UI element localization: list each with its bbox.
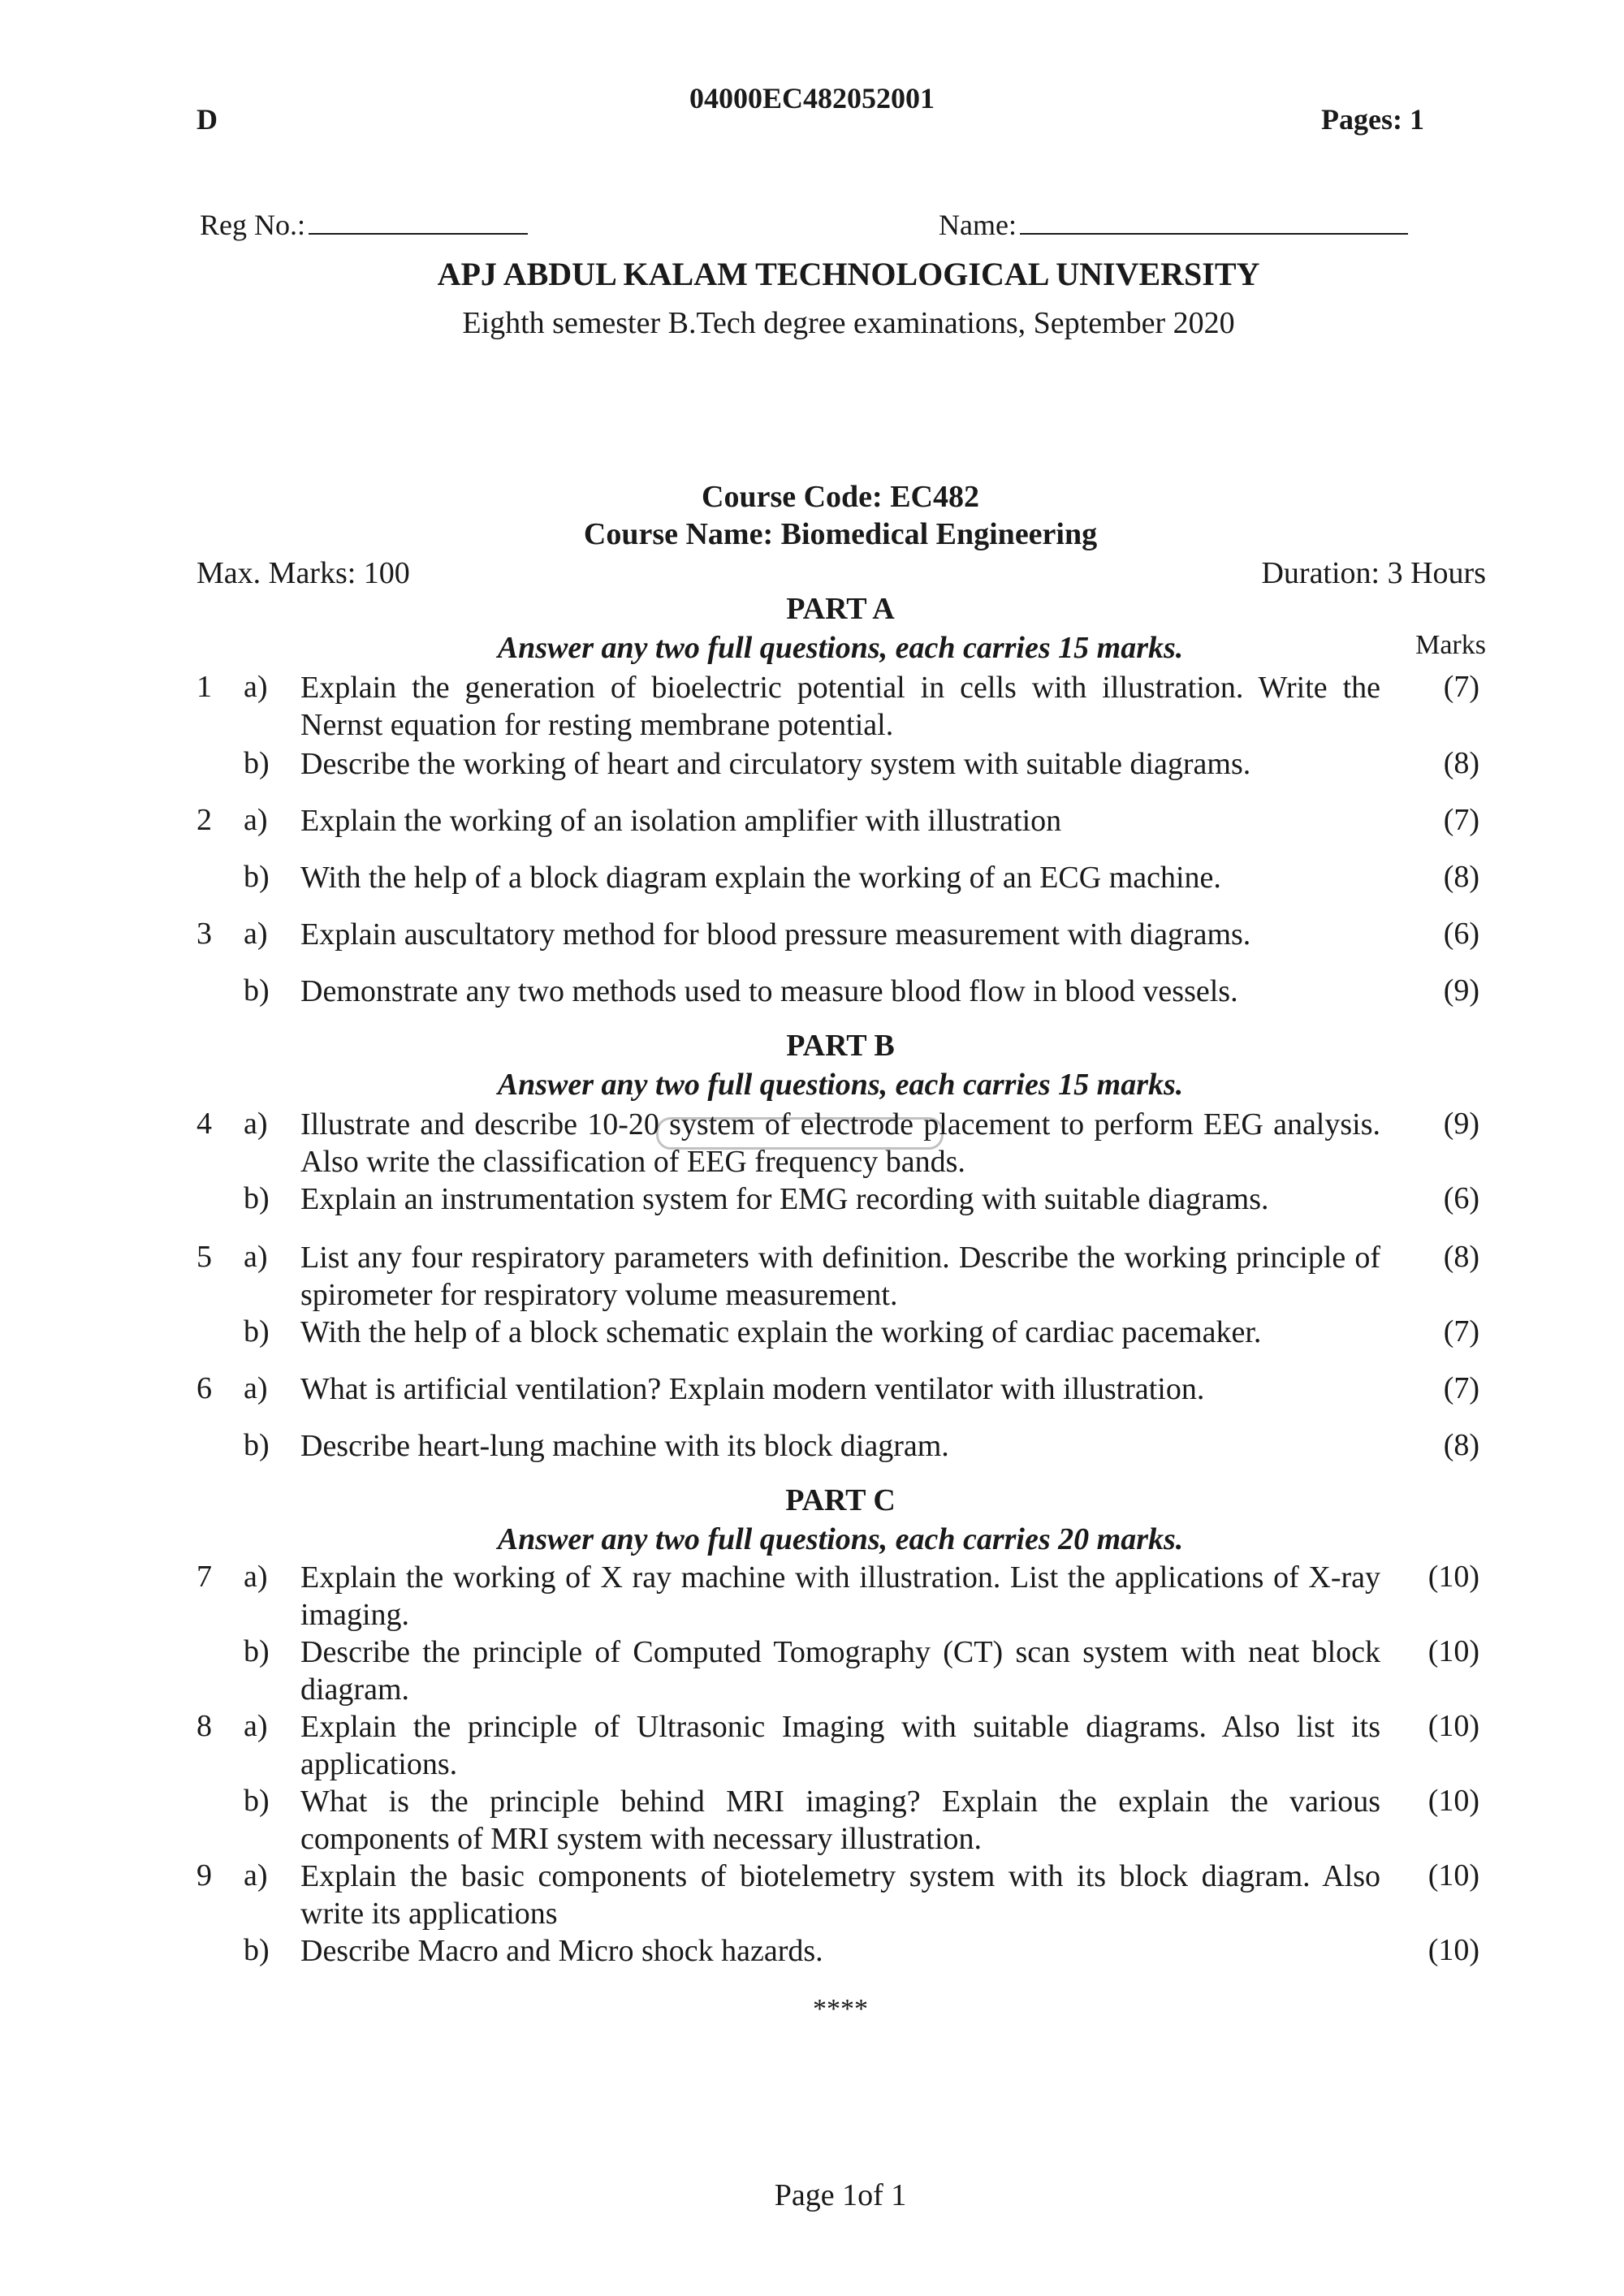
- question-part: b): [244, 1314, 270, 1349]
- question-marks: (10): [1427, 1858, 1479, 1892]
- question-text: Explain an instrumentation system for EMG recording with suitable diagrams.: [300, 1182, 1269, 1216]
- question-text: Explain the principle of Ultrasonic Imaging with suitable diagrams. Also list its applications.: [300, 1710, 1380, 1781]
- question-text: Describe the principle of Computed Tomography (CT) scan system with neat block diagram.: [300, 1635, 1380, 1707]
- duration: Duration: 3 Hours: [1261, 556, 1486, 590]
- question-marks: (6): [1443, 1181, 1479, 1215]
- page-count: Pages: 1: [1321, 103, 1424, 136]
- university-name: APJ ABDUL KALAM TECHNOLOGICAL UNIVERSITY: [437, 256, 1260, 292]
- part-c-title: PART C: [785, 1483, 896, 1517]
- question-number: 6: [197, 1371, 212, 1405]
- question-text: What is the principle behind MRI imaging? Explain the explain the various components of MRI system with necessary illustration.: [300, 1785, 1380, 1856]
- part-b-title: PART B: [786, 1029, 895, 1063]
- reg-no-field: [200, 208, 528, 242]
- question-marks: (8): [1443, 746, 1479, 780]
- question-part: a): [244, 1371, 268, 1405]
- question-text: Explain the working of an isolation amplifier with illustration: [300, 804, 1062, 838]
- question-text: List any four respiratory parameters with definition. Describe the working principle of spirometer for respiratory volume measurement.: [300, 1241, 1380, 1312]
- question-part: a): [244, 1560, 268, 1594]
- question-text: Describe heart-lung machine with its block diagram.: [300, 1429, 949, 1463]
- question-marks: (9): [1443, 1107, 1479, 1141]
- question-text: With the help of a block diagram explain the working of an ECG machine.: [300, 861, 1221, 895]
- question-text: Demonstrate any two methods used to measure blood flow in blood vessels.: [300, 974, 1238, 1008]
- question-marks: (10): [1427, 1560, 1479, 1594]
- question-text: With the help of a block schematic explain the working of cardiac pacemaker.: [300, 1315, 1262, 1349]
- question-text: Explain auscultatory method for blood pressure measurement with diagrams.: [300, 917, 1251, 952]
- question-part: b): [244, 1428, 270, 1462]
- course-code: Course Code: EC482: [702, 480, 979, 514]
- question-part: a): [244, 1107, 268, 1141]
- question-number: 1: [197, 670, 212, 704]
- exam-title: Eighth semester B.Tech degree examinations, September 2020: [462, 306, 1235, 340]
- question-part: a): [244, 803, 268, 837]
- name-label: Name:: [939, 209, 1017, 241]
- question-marks: (9): [1443, 973, 1479, 1008]
- question-part: a): [244, 1240, 268, 1274]
- name-blank: [1020, 233, 1408, 235]
- question-number: 3: [197, 917, 212, 951]
- part-a-instruction: Answer any two full questions, each carries 15 marks.: [497, 631, 1184, 665]
- question-text: Illustrate and describe 10-20 system of electrode placement to perform EEG analysis. Also write the classification of EEG frequency bands.: [300, 1107, 1380, 1179]
- reg-no-label: Reg No.:: [200, 209, 305, 241]
- question-text: Explain the basic components of biotelemetry system with its block diagram. Also write its applications: [300, 1859, 1380, 1931]
- question-part: a): [244, 1709, 268, 1743]
- question-marks: (10): [1427, 1709, 1479, 1743]
- max-marks: Max. Marks: 100: [197, 556, 410, 590]
- name-field: [939, 208, 1408, 242]
- question-part: b): [244, 1181, 270, 1215]
- reg-no-blank: [309, 233, 528, 235]
- question-number: 7: [197, 1560, 212, 1594]
- question-number: 9: [197, 1858, 212, 1892]
- question-part: a): [244, 670, 268, 704]
- question-part: a): [244, 1858, 268, 1892]
- page-footer: Page 1of 1: [774, 2178, 907, 2212]
- question-marks: (7): [1443, 670, 1479, 704]
- series-letter: D: [197, 103, 218, 136]
- paper-code: 04000EC482052001: [689, 82, 935, 114]
- question-marks: (7): [1443, 1371, 1479, 1405]
- question-part: b): [244, 1933, 270, 1967]
- question-number: 2: [197, 803, 212, 837]
- question-text: Explain the working of X ray machine with illustration. List the applications of X-ray imaging.: [300, 1560, 1380, 1632]
- question-marks: (7): [1443, 1314, 1479, 1349]
- question-marks: (8): [1443, 1428, 1479, 1462]
- question-marks: (8): [1443, 860, 1479, 894]
- question-part: b): [244, 1634, 270, 1668]
- question-marks: (10): [1427, 1933, 1479, 1967]
- course-name: Course Name: Biomedical Engineering: [583, 517, 1098, 551]
- part-a-title: PART A: [786, 592, 895, 626]
- question-part: a): [244, 917, 268, 951]
- part-b-instruction: Answer any two full questions, each carries 15 marks.: [497, 1068, 1184, 1102]
- question-text: Explain the generation of bioelectric potential in cells with illustration. Write the Nernst equation for resting membrane potential.: [300, 671, 1380, 742]
- question-part: b): [244, 860, 270, 894]
- question-part: b): [244, 1784, 270, 1818]
- question-part: b): [244, 746, 270, 780]
- question-marks: (8): [1443, 1240, 1479, 1274]
- question-text: What is artificial ventilation? Explain modern ventilator with illustration.: [300, 1372, 1205, 1406]
- marks-column-header: Marks: [1415, 630, 1486, 660]
- question-marks: (10): [1427, 1784, 1479, 1818]
- question-marks: (7): [1443, 803, 1479, 837]
- question-text: Describe Macro and Micro shock hazards.: [300, 1934, 823, 1968]
- question-marks: (10): [1427, 1634, 1479, 1668]
- question-marks: (6): [1443, 917, 1479, 951]
- question-part: b): [244, 973, 270, 1008]
- question-number: 8: [197, 1709, 212, 1743]
- end-mark: ****: [813, 1994, 868, 2024]
- question-number: 4: [197, 1107, 212, 1141]
- part-c-instruction: Answer any two full questions, each carries 20 marks.: [497, 1522, 1184, 1556]
- question-number: 5: [197, 1240, 212, 1274]
- question-text: Describe the working of heart and circulatory system with suitable diagrams.: [300, 747, 1251, 781]
